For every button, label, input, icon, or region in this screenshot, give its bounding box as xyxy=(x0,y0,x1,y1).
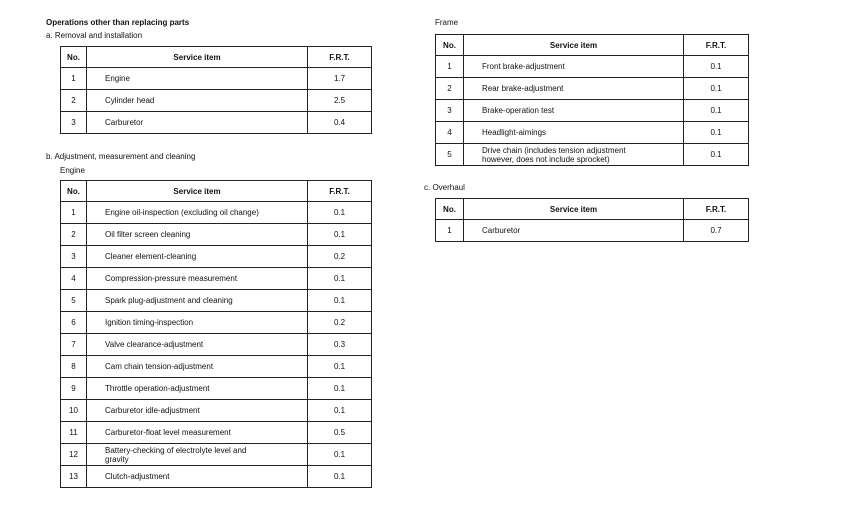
row-service-item: Front brake-adjustment xyxy=(464,56,684,78)
row-no: 5 xyxy=(436,144,464,166)
row-service-item: Headlight-aimings xyxy=(464,122,684,144)
table-row xyxy=(61,112,372,134)
row-frt: 0.7 xyxy=(684,220,749,242)
no-header: No. xyxy=(436,199,464,220)
overhaul-table xyxy=(435,198,749,242)
row-service-item: Battery-checking of electrolyte level and gravity xyxy=(87,444,308,466)
row-no: 2 xyxy=(61,224,87,246)
row-no: 12 xyxy=(61,444,87,466)
frame-subheading: Frame xyxy=(435,18,459,27)
row-service-item: Engine oil-inspection (excluding oil change) xyxy=(87,202,308,224)
row-frt: 0.5 xyxy=(308,422,372,444)
table-row xyxy=(436,56,749,78)
table-row xyxy=(61,356,372,378)
row-service-item: Engine xyxy=(87,68,308,90)
table-row xyxy=(61,312,372,334)
engine-adjustment-table xyxy=(60,180,372,488)
row-service-item: Cylinder head xyxy=(87,90,308,112)
table-row xyxy=(61,268,372,290)
section-a-heading: a. Removal and installation xyxy=(46,31,143,40)
row-service-item: Compression-pressure measurement xyxy=(87,268,308,290)
table-header-row xyxy=(61,47,372,68)
table-row xyxy=(61,68,372,90)
row-service-item: Carburetor idle-adjustment xyxy=(87,400,308,422)
row-frt: 0.4 xyxy=(308,112,372,134)
row-service-item: Rear brake-adjustment xyxy=(464,78,684,100)
row-frt: 1.7 xyxy=(308,68,372,90)
row-service-item: Throttle operation-adjustment xyxy=(87,378,308,400)
table-row xyxy=(436,78,749,100)
row-frt: 0.1 xyxy=(308,444,372,466)
no-header: No. xyxy=(436,35,464,56)
row-service-item: Valve clearance-adjustment xyxy=(87,334,308,356)
table-row xyxy=(436,144,749,166)
row-no: 5 xyxy=(61,290,87,312)
row-service-item: Brake-operation test xyxy=(464,100,684,122)
row-no: 1 xyxy=(61,202,87,224)
table-header-row xyxy=(436,199,749,220)
row-frt: 2.5 xyxy=(308,90,372,112)
row-service-item: Drive chain (includes tension adjustment however, does not include sprocket) xyxy=(464,144,684,166)
row-frt: 0.1 xyxy=(308,356,372,378)
row-frt: 0.1 xyxy=(308,400,372,422)
table-header-row xyxy=(436,35,749,56)
row-no: 2 xyxy=(61,90,87,112)
table-row xyxy=(436,122,749,144)
no-header: No. xyxy=(61,47,87,68)
row-service-item: Carburetor xyxy=(87,112,308,134)
table-row xyxy=(61,466,372,488)
row-no: 10 xyxy=(61,400,87,422)
frame-adjustment-table xyxy=(435,34,749,166)
table-row xyxy=(61,400,372,422)
row-frt: 0.1 xyxy=(308,202,372,224)
row-service-item: Oil filter screen cleaning xyxy=(87,224,308,246)
row-frt: 0.1 xyxy=(308,224,372,246)
service-item-header: Service item xyxy=(464,199,684,220)
row-service-item: Ignition timing-inspection xyxy=(87,312,308,334)
row-no: 3 xyxy=(61,246,87,268)
row-no: 7 xyxy=(61,334,87,356)
table-row xyxy=(61,246,372,268)
row-frt: 0.3 xyxy=(308,334,372,356)
row-frt: 0.1 xyxy=(308,290,372,312)
row-no: 3 xyxy=(436,100,464,122)
table-row xyxy=(61,290,372,312)
frt-header: F.R.T. xyxy=(684,35,749,56)
table-row xyxy=(61,202,372,224)
row-no: 1 xyxy=(436,220,464,242)
section-c-heading: c. Overhaul xyxy=(424,183,465,192)
row-service-item: Carburetor-float level measurement xyxy=(87,422,308,444)
row-frt: 0.1 xyxy=(308,268,372,290)
row-no: 3 xyxy=(61,112,87,134)
row-no: 1 xyxy=(436,56,464,78)
row-no: 6 xyxy=(61,312,87,334)
row-no: 4 xyxy=(436,122,464,144)
row-no: 1 xyxy=(61,68,87,90)
row-service-item: Cam chain tension-adjustment xyxy=(87,356,308,378)
row-no: 4 xyxy=(61,268,87,290)
table-header-row xyxy=(61,181,372,202)
row-frt: 0.1 xyxy=(684,100,749,122)
service-item-header: Service item xyxy=(87,181,308,202)
frt-header: F.R.T. xyxy=(308,47,372,68)
row-frt: 0.2 xyxy=(308,246,372,268)
frt-header: F.R.T. xyxy=(308,181,372,202)
engine-subheading: Engine xyxy=(60,166,85,175)
table-row xyxy=(436,100,749,122)
service-item-header: Service item xyxy=(87,47,308,68)
row-service-item: Cleaner element-cleaning xyxy=(87,246,308,268)
table-row xyxy=(61,444,372,466)
table-row xyxy=(61,90,372,112)
service-item-header: Service item xyxy=(464,35,684,56)
row-frt: 0.1 xyxy=(684,122,749,144)
table-row xyxy=(436,220,749,242)
row-frt: 0.1 xyxy=(308,466,372,488)
row-frt: 0.1 xyxy=(684,78,749,100)
row-no: 9 xyxy=(61,378,87,400)
table-row xyxy=(61,422,372,444)
row-no: 2 xyxy=(436,78,464,100)
row-no: 11 xyxy=(61,422,87,444)
table-row xyxy=(61,334,372,356)
table-row xyxy=(61,224,372,246)
frt-header: F.R.T. xyxy=(684,199,749,220)
row-frt: 0.2 xyxy=(308,312,372,334)
page-title: Operations other than replacing parts xyxy=(46,18,190,27)
table-row xyxy=(61,378,372,400)
row-no: 13 xyxy=(61,466,87,488)
row-frt: 0.1 xyxy=(684,144,749,166)
row-frt: 0.1 xyxy=(308,378,372,400)
section-b-heading: b. Adjustment, measurement and cleaning xyxy=(46,152,196,161)
row-no: 8 xyxy=(61,356,87,378)
row-service-item: Carburetor xyxy=(464,220,684,242)
removal-installation-table xyxy=(60,46,372,134)
row-service-item: Spark plug-adjustment and cleaning xyxy=(87,290,308,312)
no-header: No. xyxy=(61,181,87,202)
row-frt: 0.1 xyxy=(684,56,749,78)
row-service-item: Clutch-adjustment xyxy=(87,466,308,488)
